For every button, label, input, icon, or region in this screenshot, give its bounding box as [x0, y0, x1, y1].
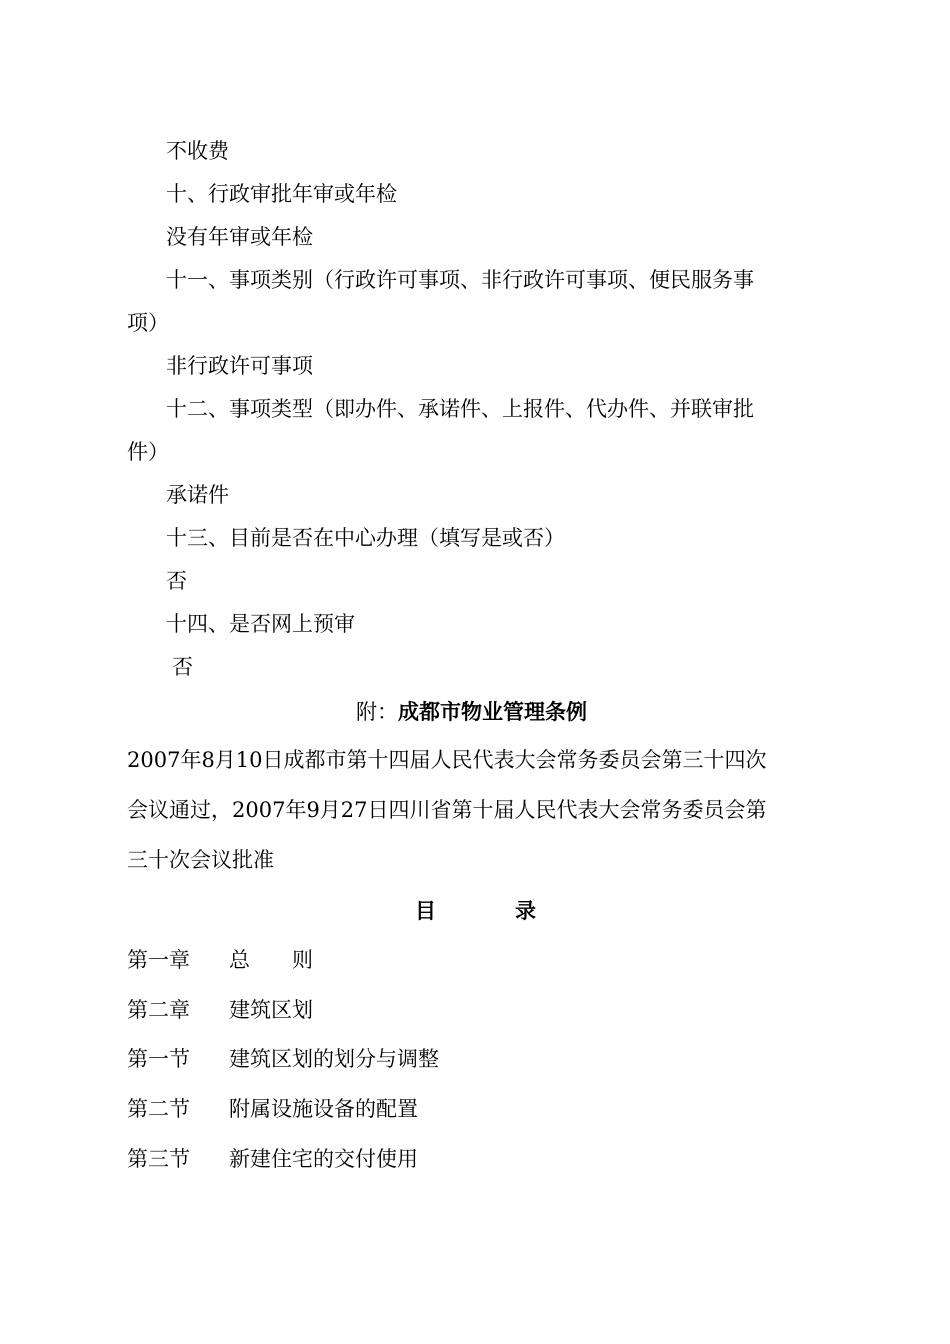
- toc-entry-title: 附属设施设备的配置: [229, 1097, 418, 1121]
- appendix-name: 成都市物业管理条例: [398, 699, 587, 724]
- appendix-title: [356, 701, 587, 723]
- toc-entry-title: 总 则: [229, 948, 313, 972]
- toc-entry-title: 建筑区划的划分与调整: [229, 1047, 439, 1071]
- item-11-answer: 非行政许可事项: [166, 354, 313, 378]
- toc-entry-num: 第三节: [127, 1147, 190, 1171]
- toc-entry-num: 第二节: [127, 1097, 190, 1121]
- approval-line-1: 2007年8月10日成都市第十四届人民代表大会常务委员会第三十四次: [127, 748, 767, 772]
- toc-entry-num: 第一节: [127, 1047, 190, 1071]
- item-11-heading: 十一、事项类别（行政许可事项、非行政许可事项、便民服务事: [166, 268, 754, 292]
- toc-heading-right: 录: [515, 898, 536, 923]
- toc-entry-title: 建筑区划: [229, 998, 313, 1022]
- fee-answer: 不收费: [166, 139, 229, 163]
- item-13-answer: 否: [166, 569, 187, 593]
- toc-entry-title: 新建住宅的交付使用: [229, 1147, 418, 1171]
- toc-entry-num: 第一章: [127, 948, 190, 972]
- approval-line-2: 会议通过，2007年9月27日四川省第十届人民代表大会常务委员会第: [127, 798, 767, 822]
- item-12-heading-cont: 件）: [127, 440, 169, 464]
- item-11-heading-cont: 项）: [127, 311, 169, 335]
- item-10-answer: 没有年审或年检: [166, 225, 313, 249]
- toc-entry-num: 第二章: [127, 998, 190, 1022]
- toc-heading-left: 目: [415, 898, 436, 923]
- appendix-prefix: 附：: [356, 700, 398, 724]
- item-14-heading: 十四、是否网上预审: [166, 612, 355, 636]
- approval-line-3: 三十次会议批准: [127, 848, 274, 872]
- item-12-heading: 十二、事项类型（即办件、承诺件、上报件、代办件、并联审批: [166, 397, 754, 421]
- item-12-answer: 承诺件: [166, 483, 229, 507]
- item-14-answer: 否: [172, 655, 193, 679]
- item-10-heading: 十、行政审批年审或年检: [166, 182, 397, 206]
- item-13-heading: 十三、目前是否在中心办理（填写是或否）: [166, 526, 565, 550]
